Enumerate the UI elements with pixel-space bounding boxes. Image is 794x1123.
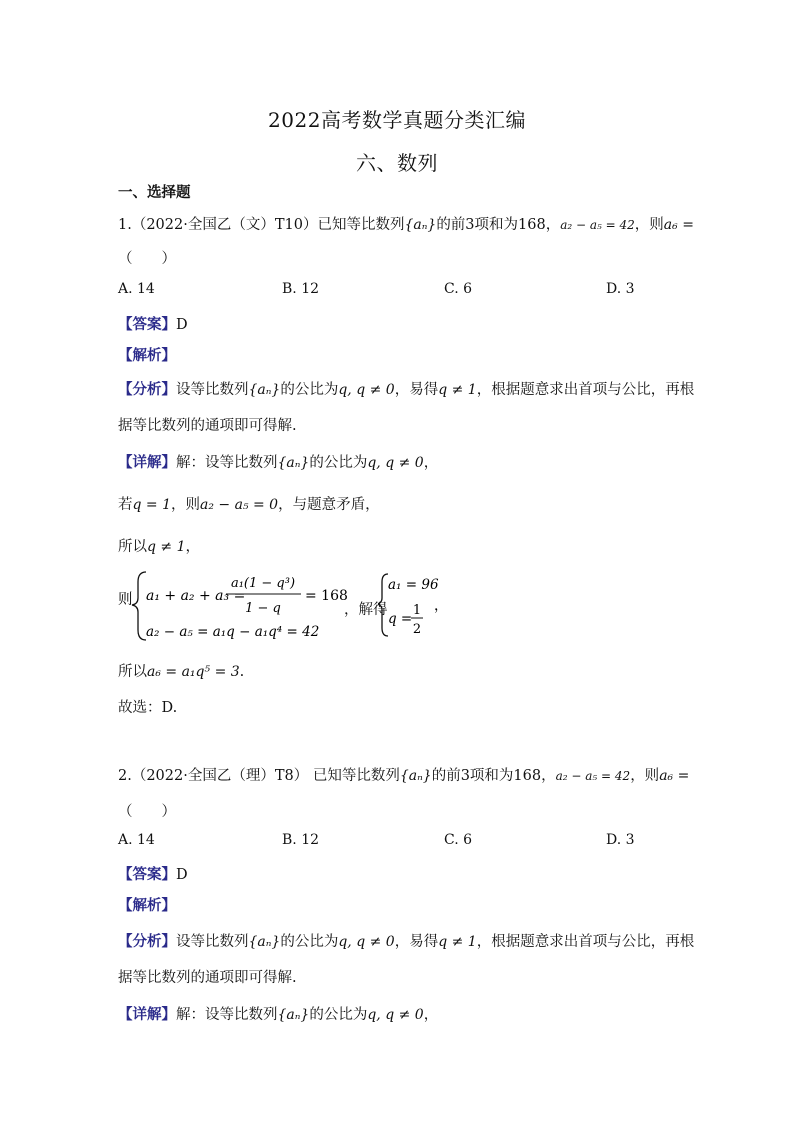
solution-brace [378,574,388,636]
fenxi-text: 设等比数列 [176,934,249,950]
sol2-lhs: q = [388,611,413,627]
left-brace [132,572,146,640]
q1-fenxi-line2: 据等比数列的通项即可得解. [118,418,297,434]
target-a6: a₆ = [659,768,690,784]
q1-conclusion: 故选：D. [118,700,178,716]
detail-text: 的公比为 [309,1007,368,1023]
detail-text: ， [423,1007,439,1023]
ratio-q-ne1: q ≠ 1 [438,382,477,398]
ze-label: 则 [118,592,133,608]
sys1-numerator: a₁(1 − q³) [230,576,296,591]
detail-text: ，与题意矛盾， [278,497,380,513]
detail-tag: 【详解】 [118,454,176,471]
detail-tag: 【详解】 [118,1006,176,1023]
detail-text: 的公比为 [309,455,368,471]
question-2-stem [118,764,689,785]
q1-answer [118,313,188,334]
detail-text: ， [185,539,200,555]
detail-text: 所以 [118,664,147,680]
detail-text: 解：设等比数列 [176,1007,278,1023]
solution-system [378,570,458,640]
fenxi-tag: 【分析】 [118,933,176,950]
sol-comma: ， [434,598,448,614]
q2-option-d: D. 3 [606,832,635,848]
q2-option-a: A. 14 [118,832,155,848]
final-eq: a₆ = a₁q⁵ = 3 [147,664,240,680]
q1-so-q-ne1 [118,535,200,556]
q2-option-b: B. 12 [282,832,320,848]
fenxi-text: 的公比为 [280,934,339,950]
detail-text: ， [423,455,439,471]
q1-option-d: D. 3 [606,281,635,297]
fenxi-text: 设等比数列 [176,382,249,398]
sequence-an: {aₙ} [277,455,310,471]
section-heading: 一、选择题 [118,184,191,201]
fenxi-text: ，根据题意求出首项与公比，再根 [476,934,695,950]
q2-fenxi-line1 [118,930,694,951]
fenxi-text: 的公比为 [280,382,339,398]
sequence-an: {aₙ} [404,217,437,233]
page-subtitle: 六、数列 [356,151,438,175]
question-1-stem [118,213,694,234]
sol1: a₁ = 96 [388,577,439,593]
ratio-q-nonzero: q, q ≠ 0 [367,455,424,471]
ratio-q-eq1: q = 1 [132,497,171,513]
q2-stem-mid: 的前3项和为168， [431,768,556,784]
fenxi-text: ，易得 [394,934,439,950]
sys1-rhs: = 168 [305,588,348,604]
analysis-tag: 【解析】 [118,347,176,364]
q1-fenxi-line1 [118,378,694,399]
condition-diff: a₂ − a₅ = 42 [560,218,635,232]
q2-stem-prefix: 2.（2022·全国乙（理）T8） 已知等比数列 [118,768,400,784]
ratio-q-nonzero: q, q ≠ 0 [338,934,395,950]
q2-option-c: C. 6 [444,832,473,848]
detail-text: ，则 [171,497,200,513]
q1-option-a: A. 14 [118,281,155,297]
ratio-q-nonzero: q, q ≠ 0 [338,382,395,398]
detail-text: . [239,664,245,680]
ratio-q-ne1: q ≠ 1 [147,539,186,555]
q2-detail-line1 [118,1003,438,1024]
q2-blank: （ ） [118,804,176,820]
q1-option-c: C. 6 [444,281,473,297]
q1-blank: （ ） [118,251,176,267]
q1-detail-line1 [118,451,438,472]
sys1-lhs: a₁ + a₂ + a₃ = [146,588,246,604]
q1-option-b: B. 12 [282,281,320,297]
answer-tag: 【答案】 [118,316,176,333]
detail-text: 若 [118,497,133,513]
fenxi-text: ，根据题意求出首项与公比，再根 [476,382,695,398]
q1-stem-mid: 的前3项和为168， [436,217,561,233]
q1-stem-prefix: 1.（2022·全国乙（文）T10）已知等比数列 [118,217,405,233]
target-a6: a₆ = [663,217,694,233]
ratio-q-nonzero: q, q ≠ 0 [367,1007,424,1023]
fenxi-tag: 【分析】 [118,381,176,398]
q2-fenxi-line2: 据等比数列的通项即可得解. [118,970,297,986]
sys2: a₂ − a₅ = a₁q − a₁q⁴ = 42 [146,624,320,640]
page-title: 2022高考数学真题分类汇编 [268,108,526,132]
jiede-label: ，解得 [344,602,388,618]
sequence-an: {aₙ} [248,934,281,950]
sys1-denominator: 1 − q [245,601,281,616]
detail-text: 所以 [118,539,147,555]
sequence-an: {aₙ} [277,1007,310,1023]
q1-stem-then: ，则 [634,217,664,233]
detail-text: 解：设等比数列 [176,455,278,471]
q1-final [118,660,244,681]
diff-zero: a₂ − a₅ = 0 [200,497,279,513]
fenxi-text: ，易得 [394,382,439,398]
q1-case-q1 [118,493,380,514]
answer-tag: 【答案】 [118,866,176,883]
condition-diff: a₂ − a₅ = 42 [555,769,631,783]
sequence-an: {aₙ} [399,768,432,784]
sol2-num: 1 [412,603,422,618]
analysis-tag: 【解析】 [118,897,176,914]
q2-stem-then: ，则 [630,768,660,784]
sequence-an: {aₙ} [248,382,281,398]
answer-value: D [176,317,188,333]
q2-answer [118,863,188,884]
ratio-q-ne1: q ≠ 1 [438,934,477,950]
answer-value: D [176,867,188,883]
sol2-den: 2 [412,622,422,637]
